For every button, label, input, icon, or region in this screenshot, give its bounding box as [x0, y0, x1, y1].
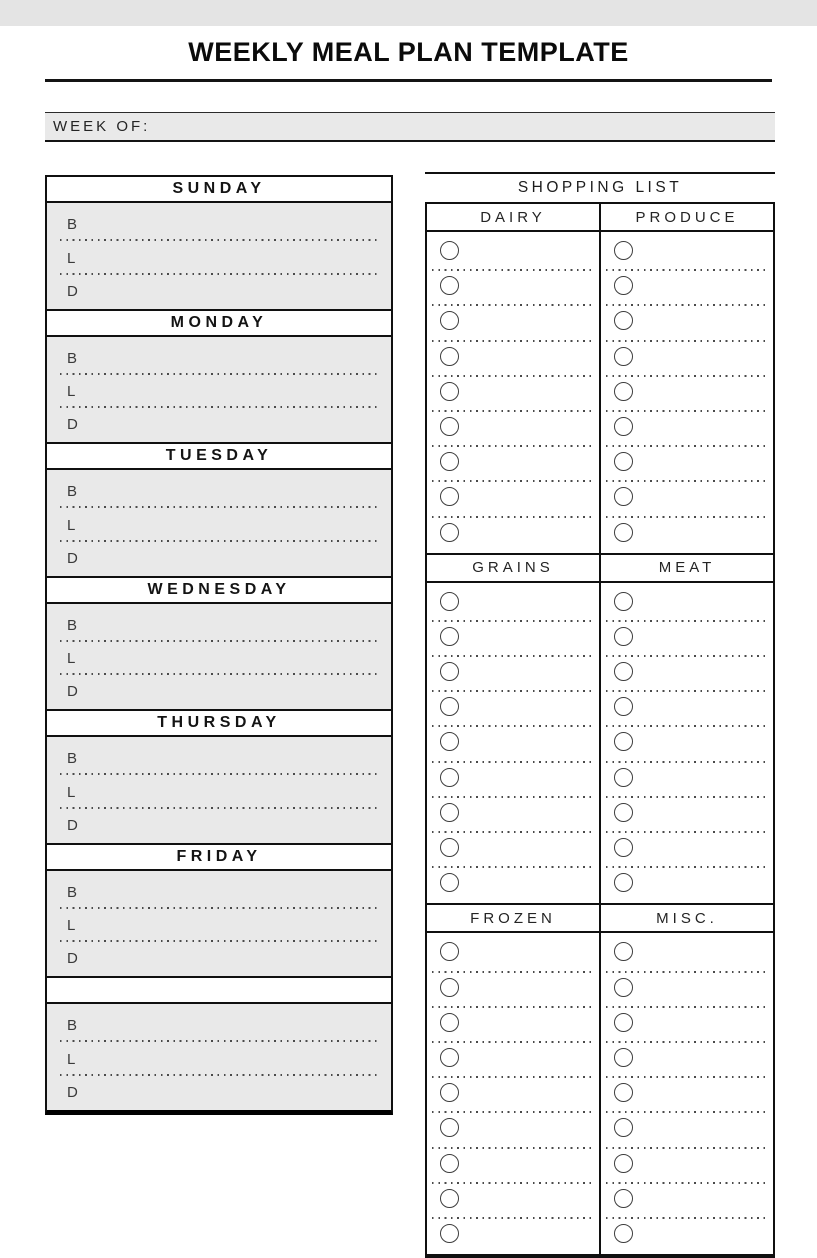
day-header [47, 976, 391, 1004]
shopping-item-line[interactable] [432, 382, 595, 412]
checkbox-circle-icon[interactable] [614, 1224, 633, 1243]
category-group [427, 204, 773, 553]
shopping-item-line[interactable] [606, 838, 769, 868]
meal-entry-line[interactable] [60, 208, 378, 241]
category-header: PRODUCE [599, 204, 773, 230]
meal-entry-line[interactable] [60, 675, 378, 708]
checkbox-circle-icon[interactable] [440, 452, 459, 471]
checkbox-circle-icon[interactable] [614, 523, 633, 542]
day-header: FRIDAY [47, 843, 391, 871]
checkbox-circle-icon[interactable] [614, 311, 633, 330]
shopping-item-line[interactable] [606, 803, 769, 833]
shopping-item-line[interactable] [432, 347, 595, 377]
checkbox-circle-icon[interactable] [440, 1048, 459, 1067]
shopping-item-line[interactable] [606, 1083, 769, 1113]
meal-entry-line[interactable] [60, 375, 378, 408]
shopping-item-line[interactable] [606, 487, 769, 517]
meal-entry-line[interactable] [60, 1009, 378, 1042]
category-header: FROZEN [470, 909, 556, 927]
day-meals [47, 337, 391, 443]
shopping-item-line[interactable] [432, 803, 595, 833]
checkbox-circle-icon[interactable] [614, 803, 633, 822]
shopping-item-line[interactable] [606, 1154, 769, 1184]
checkbox-circle-icon[interactable] [614, 382, 633, 401]
shopping-item-line[interactable] [432, 276, 595, 306]
shopping-item-line[interactable] [432, 592, 595, 622]
meal-entry-line[interactable] [60, 1076, 378, 1109]
meal-label: L [67, 917, 76, 935]
category-header-row [427, 903, 773, 933]
checkbox-circle-icon[interactable] [614, 942, 633, 961]
meal-entry-line[interactable] [60, 809, 378, 842]
shopping-item-line[interactable] [606, 452, 769, 482]
meal-label: B [67, 216, 78, 234]
meal-entry-line[interactable] [60, 876, 378, 909]
day-section [47, 843, 391, 977]
shopping-item-line[interactable] [432, 1189, 595, 1219]
meal-entry-line[interactable] [60, 609, 378, 642]
shopping-item-line[interactable] [606, 1189, 769, 1219]
day-header: TUESDAY [47, 442, 391, 470]
day-meals [47, 871, 391, 977]
meal-label: D [67, 1083, 78, 1101]
checkbox-circle-icon[interactable] [614, 1083, 633, 1102]
meal-label: L [67, 516, 76, 534]
meal-label: L [67, 383, 76, 401]
meal-plan-column [45, 175, 393, 1115]
meal-label: D [67, 683, 78, 701]
shopping-item-line[interactable] [432, 873, 595, 903]
day-meals [47, 737, 391, 843]
checkbox-circle-icon[interactable] [614, 487, 633, 506]
day-section [47, 976, 391, 1110]
shopping-item-line[interactable] [606, 697, 769, 727]
shopping-item-line[interactable] [606, 417, 769, 447]
checkbox-circle-icon[interactable] [614, 1013, 633, 1032]
content-columns [45, 175, 775, 1258]
checkbox-circle-icon[interactable] [440, 241, 459, 260]
shopping-item-line[interactable] [606, 627, 769, 657]
shopping-list-column [425, 172, 775, 1258]
meal-entry-line[interactable] [60, 942, 378, 975]
meal-entry-line[interactable] [60, 342, 378, 375]
shopping-item-line[interactable] [432, 487, 595, 517]
day-section [47, 576, 391, 710]
day-meals [47, 604, 391, 710]
top-strip [0, 0, 817, 26]
checkbox-circle-icon[interactable] [614, 838, 633, 857]
checkbox-circle-icon[interactable] [614, 347, 633, 366]
page-title: WEEKLY MEAL PLAN TEMPLATE [188, 37, 629, 67]
shopping-item-line[interactable] [432, 697, 595, 727]
shopping-item-line[interactable] [606, 1224, 769, 1254]
category-items-cell [599, 583, 773, 904]
meal-label: D [67, 416, 78, 434]
day-section [47, 309, 391, 443]
category-header: MISC. [599, 905, 773, 931]
category-items-cell [599, 933, 773, 1254]
shopping-item-line[interactable] [432, 1013, 595, 1043]
checkbox-circle-icon[interactable] [440, 1118, 459, 1137]
category-header: MEAT [599, 555, 773, 581]
meal-label: D [67, 282, 78, 300]
meal-label: D [67, 816, 78, 834]
checkbox-circle-icon[interactable] [440, 732, 459, 751]
meal-label: B [67, 349, 78, 367]
checkbox-circle-icon[interactable] [614, 1189, 633, 1208]
day-header: WEDNESDAY [47, 576, 391, 604]
checkbox-circle-icon[interactable] [440, 1189, 459, 1208]
checkbox-circle-icon[interactable] [614, 697, 633, 716]
checkbox-circle-icon[interactable] [440, 662, 459, 681]
category-items-cell [427, 232, 599, 553]
checkbox-circle-icon[interactable] [614, 732, 633, 751]
checkbox-circle-icon[interactable] [440, 347, 459, 366]
category-header: DAIRY [480, 208, 546, 226]
category-header: GRAINS [472, 559, 554, 577]
checkbox-circle-icon[interactable] [614, 241, 633, 260]
week-of-label: WEEK OF: [53, 118, 151, 135]
meal-entry-line[interactable] [60, 1042, 378, 1075]
checkbox-circle-icon[interactable] [614, 417, 633, 436]
checkbox-circle-icon[interactable] [614, 592, 633, 611]
checkbox-circle-icon[interactable] [440, 1224, 459, 1243]
shopping-item-line[interactable] [606, 523, 769, 553]
meal-entry-line[interactable] [60, 408, 378, 441]
shopping-item-line[interactable] [606, 1048, 769, 1078]
shopping-item-line[interactable] [432, 241, 595, 271]
checkbox-circle-icon[interactable] [614, 768, 633, 787]
shopping-item-line[interactable] [606, 592, 769, 622]
shopping-item-line[interactable] [606, 241, 769, 271]
meal-label: B [67, 883, 78, 901]
shopping-item-line[interactable] [432, 523, 595, 553]
checkbox-circle-icon[interactable] [614, 1048, 633, 1067]
checkbox-circle-icon[interactable] [440, 1154, 459, 1173]
checkbox-circle-icon[interactable] [440, 311, 459, 330]
checkbox-circle-icon[interactable] [440, 523, 459, 542]
meal-entry-line[interactable] [60, 642, 378, 675]
category-header-row [427, 553, 773, 583]
checkbox-circle-icon[interactable] [440, 627, 459, 646]
shopping-item-line[interactable] [606, 873, 769, 903]
checkbox-circle-icon[interactable] [440, 276, 459, 295]
day-meals [47, 470, 391, 576]
checkbox-circle-icon[interactable] [614, 627, 633, 646]
day-section [47, 442, 391, 576]
checkbox-circle-icon[interactable] [440, 978, 459, 997]
shopping-item-line[interactable] [432, 942, 595, 972]
shopping-item-line[interactable] [432, 662, 595, 692]
shopping-item-line[interactable] [432, 1224, 595, 1254]
shopping-item-line[interactable] [432, 311, 595, 341]
checkbox-circle-icon[interactable] [440, 592, 459, 611]
category-items-cell [427, 933, 599, 1254]
shopping-item-line[interactable] [432, 1118, 595, 1148]
category-header-row [427, 204, 773, 232]
checkbox-circle-icon[interactable] [614, 873, 633, 892]
category-group [427, 553, 773, 904]
checkbox-circle-icon[interactable] [614, 1154, 633, 1173]
shopping-item-line[interactable] [432, 838, 595, 868]
checkbox-circle-icon[interactable] [614, 452, 633, 471]
shopping-item-line[interactable] [432, 452, 595, 482]
meal-label: B [67, 750, 78, 768]
category-items-cell [427, 583, 599, 904]
meal-label: D [67, 549, 78, 567]
shopping-table [425, 202, 775, 1258]
checkbox-circle-icon[interactable] [440, 838, 459, 857]
shopping-item-line[interactable] [432, 1048, 595, 1078]
shopping-item-line[interactable] [432, 1154, 595, 1184]
category-group [427, 903, 773, 1254]
meal-entry-line[interactable] [60, 909, 378, 942]
shopping-item-line[interactable] [432, 978, 595, 1008]
day-header: SUNDAY [47, 175, 391, 203]
category-items-cell [599, 232, 773, 553]
meal-label: L [67, 650, 76, 668]
meal-entry-line[interactable] [60, 542, 378, 575]
meal-entry-line[interactable] [60, 742, 378, 775]
shopping-item-line[interactable] [432, 768, 595, 798]
shopping-list-title: SHOPPING LIST [425, 172, 775, 202]
checkbox-circle-icon[interactable] [440, 1013, 459, 1032]
checkbox-circle-icon[interactable] [440, 873, 459, 892]
meal-label: B [67, 616, 78, 634]
shopping-item-line[interactable] [606, 311, 769, 341]
checkbox-circle-icon[interactable] [440, 768, 459, 787]
meal-entry-line[interactable] [60, 275, 378, 308]
meal-label: B [67, 483, 78, 501]
shopping-item-line[interactable] [606, 942, 769, 972]
checkbox-circle-icon[interactable] [614, 276, 633, 295]
day-section [47, 709, 391, 843]
checkbox-circle-icon[interactable] [614, 978, 633, 997]
day-section [47, 175, 391, 309]
checkbox-circle-icon[interactable] [440, 697, 459, 716]
checkbox-circle-icon[interactable] [440, 803, 459, 822]
shopping-item-line[interactable] [432, 1083, 595, 1113]
meal-entry-line[interactable] [60, 475, 378, 508]
shopping-item-line[interactable] [606, 1118, 769, 1148]
meal-entry-line[interactable] [60, 508, 378, 541]
shopping-item-line[interactable] [606, 662, 769, 692]
meal-label: B [67, 1017, 78, 1035]
shopping-item-line[interactable] [432, 417, 595, 447]
meal-label: L [67, 783, 76, 801]
category-body-row [427, 583, 773, 904]
shopping-item-line[interactable] [606, 768, 769, 798]
meal-label: L [67, 1050, 76, 1068]
checkbox-circle-icon[interactable] [614, 662, 633, 681]
shopping-item-line[interactable] [606, 978, 769, 1008]
shopping-item-line[interactable] [432, 627, 595, 657]
shopping-item-line[interactable] [606, 1013, 769, 1043]
week-of-field[interactable] [45, 112, 775, 142]
shopping-item-line[interactable] [606, 347, 769, 377]
shopping-item-line[interactable] [606, 276, 769, 306]
meal-label: L [67, 249, 76, 267]
checkbox-circle-icon[interactable] [440, 1083, 459, 1102]
shopping-item-line[interactable] [606, 732, 769, 762]
meal-label: D [67, 950, 78, 968]
meal-entry-line[interactable] [60, 241, 378, 274]
shopping-item-line[interactable] [432, 732, 595, 762]
checkbox-circle-icon[interactable] [440, 487, 459, 506]
title-divider [45, 79, 772, 82]
category-body-row [427, 232, 773, 553]
meal-entry-line[interactable] [60, 775, 378, 808]
checkbox-circle-icon[interactable] [440, 942, 459, 961]
day-meals [47, 203, 391, 309]
shopping-item-line[interactable] [606, 382, 769, 412]
day-header: MONDAY [47, 309, 391, 337]
checkbox-circle-icon[interactable] [614, 1118, 633, 1137]
day-meals [47, 1004, 391, 1110]
category-body-row [427, 933, 773, 1254]
day-header: THURSDAY [47, 709, 391, 737]
checkbox-circle-icon[interactable] [440, 382, 459, 401]
checkbox-circle-icon[interactable] [440, 417, 459, 436]
